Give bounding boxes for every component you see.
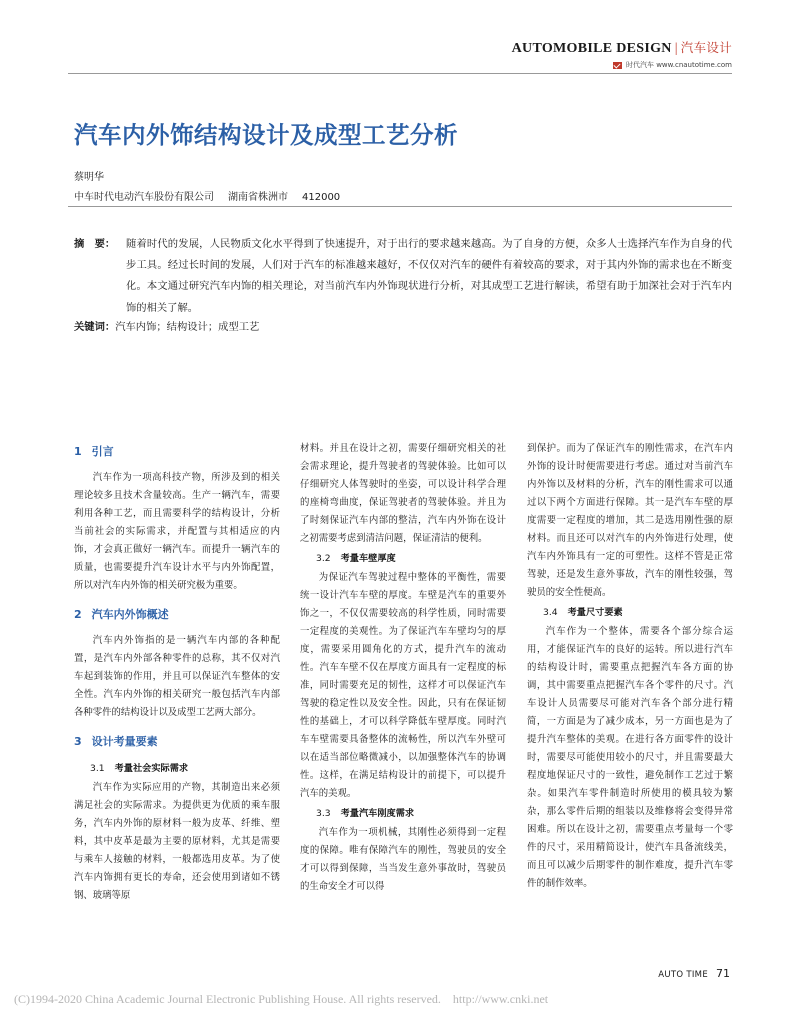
page-footer [658,967,730,980]
keywords-label: 关键词： [74,321,116,333]
paragraph: 材料。并且在设计之初，需要仔细研究相关的社会需求理论，提升驾驶者的驾驶体验。比如可以仔细研究人体驾驶时的坐姿，可以设计科学合理的座椅弯曲度，保证驾驶者的驾驶体验。并且为了时刻保证汽车内部的整洁，汽车内外饰在设计之初需要考虑到清洁问题，保证清洁的便利。 [300,443,506,544]
page-number: 71 [716,967,730,980]
section-title: 引言 [91,445,114,458]
paper-title: 汽车内外饰结构设计及成型工艺分析 [74,121,458,149]
affiliation-org: 中车时代电动汽车股份有限公司 [74,192,214,203]
keywords-text: 汽车内饰；结构设计；成型工艺 [115,321,260,333]
paragraph: 为保证汽车驾驶过程中整体的平衡性，需要统一设计汽车车壁的厚度。车壁是汽车的重要外饰之一，不仅仅需要较高的科学性质，同时需要一定程度的美观性。为了保证汽车车壁均匀的厚度，需要采用圆角化的方式，提升汽车的流动性。汽车车壁不仅在厚度方面具有一定程度的标准，同时需要充足的韧性，这样才可以保证汽车驾驶的稳定性以及安全性。因此，只有在保证韧性的基础上，才可以科学降低车壁厚度。同时汽车车壁需要具备整体的流畅性，所以汽车外壁可以在适当部位略微减小，以加强整体汽车的协调性。这样，在满足结构设计的前提下，可以提升汽车的美观。 [300,572,506,799]
copyright-watermark: (C)1994-2020 China Academic Journal Electronic Publishing House. All rights reserved. http://www.cnki.net [14,992,549,1006]
brand-separator: | [674,41,678,56]
paragraph: 汽车作为一项高科技产物，所涉及到的相关理论较多且技术含量较高。生产一辆汽车，需要利用各种工艺，而且需要科学的结构设计，分析当前社会的实际需求，并配置与其相适应的内饰，才会真正做好一辆汽车。而提升一辆汽车的质量，也需要提升汽车设计水平与内外饰配置，所以对汽车内外饰的相关研究极为重要。 [74,472,280,591]
mail-icon [613,62,622,69]
section-number: 3 [74,735,82,748]
subsection-number: 3.4 [543,607,558,618]
paragraph: 汽车作为一个整体，需要各个部分综合运用，才能保证汽车的良好的运转。所以进行汽车的结构设计时，需要重点把握汽车各方面的协调，其中需要重点把握汽车各个零件的尺寸。汽车设计人员需要尽可能对汽车各个部分进行精简，一方面是为了减少成本，另一方面也是为了提升汽车整体的美观。在进行各方面零件的设计时，需要尽可能使用较小的尺寸，并且需要最大程度地保证尺寸的一致性，避免制作工艺过于繁杂。如果汽车零件制造时所使用的模具较为繁杂，那么零件后期的组装以及维修将会变得异常困难。所以在设计之初，需要重点考量每一个零件的尺寸，采用精简设计，使汽车具备流线美，而且可以减少后期零件的制作难度，提升汽车零件的制作效率。 [527,626,733,889]
header-divider [68,73,732,74]
paragraph: 到保护。而为了保证汽车的刚性需求，在汽车内外饰的设计时便需要进行考虑。通过对当前汽车内外饰以及材料的分析，汽车的刚性需求可以通过以下两个方面进行保障。其一是汽车车壁的厚度需要一定程度的增加，其二是选用刚性强的原材料。而且还可以对汽车的内外饰进行处理，使汽车内外饰具有一定的可塑性。这样不管是正常驾驶，还是发生意外事故，汽车的刚性较强，驾驶员的安全性便高。 [527,443,733,598]
section-heading [74,443,280,461]
paragraph: 汽车作为实际应用的产物，其制造出来必须满足社会的实际需求。为提供更为优质的乘车服务，汽车内外饰的原材料一般为皮革、纤维、塑料，其中皮革是最为主要的原材料，尤其是需要与乘车人接触的材料，一般都选用皮革。为了使汽车内饰拥有更长的寿命，还会使用到诸如不锈钢、玻璃等原 [74,782,280,901]
subsection-number: 3.3 [316,808,331,819]
section-title: 汽车内外饰概述 [91,608,169,621]
journal-brand [512,38,732,57]
abstract-label: 摘 要： [74,238,116,250]
affiliation [74,188,354,203]
journal-website: 时代汽车 www.cnautotime.com [625,61,732,69]
subsection-title: 考量汽车刚度需求 [340,808,415,819]
abstract [74,234,732,319]
keywords [74,318,259,333]
affiliation-city: 湖南省株洲市 [228,192,288,203]
journal-brand-en: AUTOMOBILE DESIGN [511,41,672,56]
subsection-title: 考量尺寸要素 [567,607,623,618]
section-title: 设计考量要素 [91,735,158,748]
paragraph: 汽车作为一项机械，其刚性必须得到一定程度的保障。唯有保障汽车的刚性，驾驶员的安全才可以得到保障，当当发生意外事故时，驾驶员的生命安全才可以得 [300,827,506,892]
section-number: 1 [74,445,82,458]
subsection-title: 考量社会实际需求 [114,763,189,774]
paragraph: 汽车内外饰指的是一辆汽车内部的各种配置，是汽车内外部各种零件的总称，其不仅对汽车起到装饰的作用，并且可以保证汽车整体的安全性。汽车内外饰的相关研究一般包括汽车内部各种零件的结构设计以及成型工艺两大部分。 [74,635,280,718]
subsection-heading [527,603,733,622]
affiliation-divider [68,206,732,207]
subsection-number: 3.1 [90,763,105,774]
body-column-2 [300,440,506,896]
subsection-number: 3.2 [316,553,331,564]
abstract-text: 随着时代的发展，人民物质文化水平得到了快速提升，对于出行的要求越来越高。为了自身的方便，众多人士选择汽车作为自身的代步工具。经过长时间的发展，人们对于汽车的标准越来越好，不仅仅对汽车的硬件有着较高的要求，对于其内外饰的需求也在不断变化。本文通过研究汽车内饰的相关理论，对当前汽车内外饰现状进行分析，对其成型工艺进行解读，希望有助于加深社会对于汽车内饰的相关了解。 [126,238,732,314]
body-column-3 [527,440,733,893]
journal-subline [613,60,732,70]
subsection-heading [74,759,280,778]
section-number: 2 [74,608,82,621]
section-heading [74,733,280,751]
body-column-1 [74,440,280,905]
footer-brand: AUTO TIME [658,970,708,980]
section-heading [74,606,280,624]
subsection-heading [300,804,506,823]
author-name: 蔡明华 [74,172,104,183]
subsection-title: 考量车壁厚度 [340,553,396,564]
subsection-heading [300,549,506,568]
affiliation-zip: 412000 [302,192,341,203]
journal-brand-cn: 汽车设计 [680,40,732,55]
